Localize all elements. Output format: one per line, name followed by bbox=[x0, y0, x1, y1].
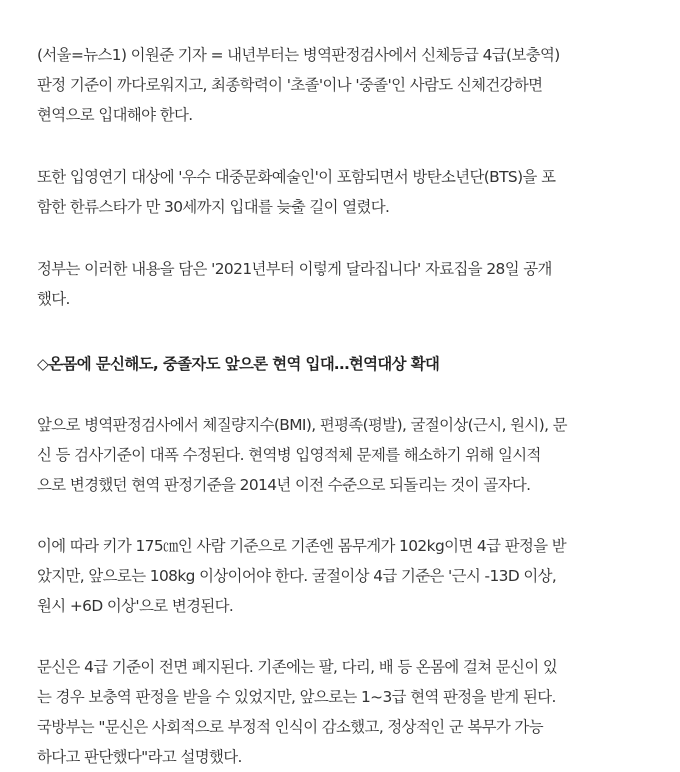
text-line: 현역으로 입대해야 한다. bbox=[37, 106, 193, 124]
paragraph-booklet bbox=[37, 254, 657, 314]
paragraph-deferment bbox=[37, 162, 657, 222]
text-line: 문신은 4급 기준이 전면 폐지된다. 기존에는 팔, 다리, 배 등 온몸에 걸쳐 문신이 있 bbox=[37, 658, 558, 676]
text-line: 는 경우 보충역 판정을 받을 수 있었지만, 앞으로는 1~3급 현역 판정을 받게 된다. bbox=[37, 688, 556, 706]
paragraph-criteria bbox=[37, 410, 657, 500]
text-line: 원시 +6D 이상'으로 변경된다. bbox=[37, 597, 234, 615]
section-heading bbox=[37, 349, 657, 379]
text-line: 앞으로 병역판정검사에서 체질량지수(BMI), 편평족(평발), 굴절이상(근시, 원시), 문 bbox=[37, 416, 567, 434]
text-line: 국방부는 "문신은 사회적으로 부정적 인식이 감소했고, 정상적인 군 복무가 가능 bbox=[37, 718, 543, 736]
text-line: 았지만, 앞으로는 108kg 이상이어야 한다. 굴절이상 4급 기준은 '근시 -13D 이상, bbox=[37, 567, 557, 585]
text-line: 함한 한류스타가 만 30세까지 입대를 늦출 길이 열렸다. bbox=[37, 198, 390, 216]
paragraph-bmi bbox=[37, 531, 657, 621]
text-line: (서울=뉴스1) 이원준 기자 = 내년부터는 병역판정검사에서 신체등급 4급(보충역) bbox=[37, 46, 560, 64]
text-line: 정부는 이러한 내용을 담은 '2021년부터 이렇게 달라집니다' 자료집을 28일 공개 bbox=[37, 260, 552, 278]
paragraph-intro bbox=[37, 40, 657, 130]
text-line: 판정 기준이 까다로워지고, 최종학력이 '초졸'이나 '중졸'인 사람도 신체건강하면 bbox=[37, 76, 543, 94]
text-line: 신 등 검사기준이 대폭 수정된다. 현역병 입영적체 문제를 해소하기 위해 일시적 bbox=[37, 446, 541, 464]
heading-text: ◇온몸에 문신해도, 중졸자도 앞으론 현역 입대…현역대상 확대 bbox=[37, 355, 440, 373]
text-line: 했다. bbox=[37, 290, 70, 308]
text-line: 이에 따라 키가 175㎝인 사람 기준으로 기존엔 몸무게가 102kg이면 4급 판정을 받 bbox=[37, 537, 567, 555]
article-body bbox=[37, 40, 657, 772]
text-line: 또한 입영연기 대상에 '우수 대중문화예술인'이 포함되면서 방탄소년단(BTS)을 포 bbox=[37, 168, 556, 186]
text-line: 하다고 판단했다"라고 설명했다. bbox=[37, 748, 242, 766]
text-line: 으로 변경했던 현역 판정기준을 2014년 이전 수준으로 되돌리는 것이 골자다. bbox=[37, 476, 531, 494]
paragraph-tattoo bbox=[37, 652, 657, 772]
